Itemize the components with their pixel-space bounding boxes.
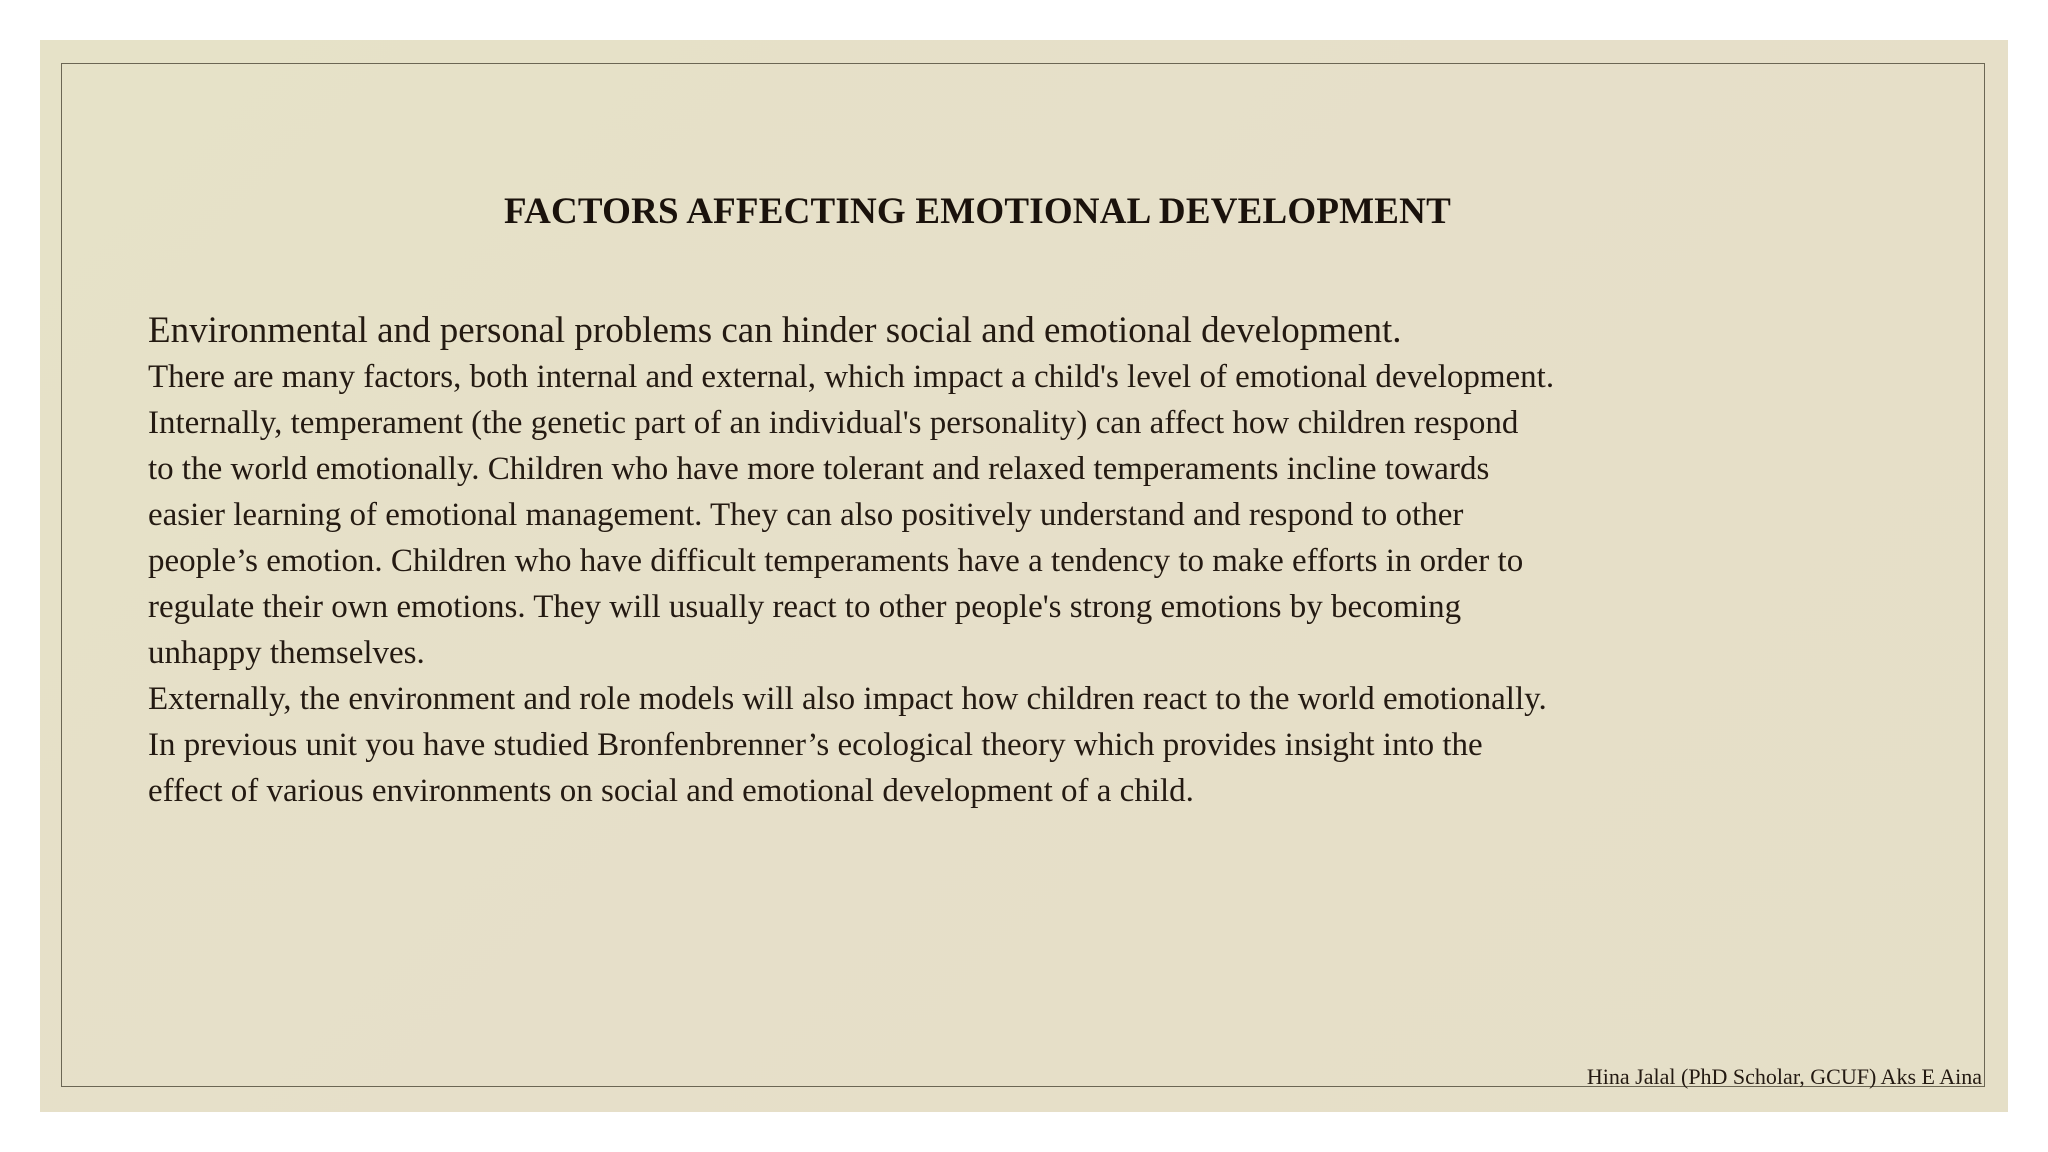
author-footer: Hina Jalal (PhD Scholar, GCUF) Aks E Aina	[1586, 1064, 1982, 1089]
slide-body	[148, 308, 1888, 814]
body-line: regulate their own emotions. They will usually react to other people's strong emotions by becoming	[148, 589, 1462, 625]
slide	[40, 40, 2008, 1112]
body-line: easier learning of emotional management. They can also positively understand and respond to other	[148, 497, 1464, 533]
body-line: In previous unit you have studied Bronfenbrenner’s ecological theory which provides insight into the	[148, 727, 1483, 763]
body-line: people’s emotion. Children who have difficult temperaments have a tendency to make efforts in order to	[148, 543, 1524, 579]
body-line: Externally, the environment and role models will also impact how children react to the world emotionally.	[148, 681, 1547, 717]
body-line: effect of various environments on social and emotional development of a child.	[148, 773, 1194, 809]
lead-sentence: Environmental and personal problems can hinder social and emotional development.	[148, 310, 1402, 351]
body-line: to the world emotionally. Children who have more tolerant and relaxed temperaments incline towards	[148, 451, 1490, 487]
body-line: There are many factors, both internal and external, which impact a child's level of emotional development.	[148, 359, 1555, 395]
body-line: unhappy themselves.	[148, 635, 425, 671]
slide-title: FACTORS AFFECTING EMOTIONAL DEVELOPMENT	[504, 191, 1451, 232]
body-line: Internally, temperament (the genetic part of an individual's personality) can affect how children respond	[148, 405, 1519, 441]
